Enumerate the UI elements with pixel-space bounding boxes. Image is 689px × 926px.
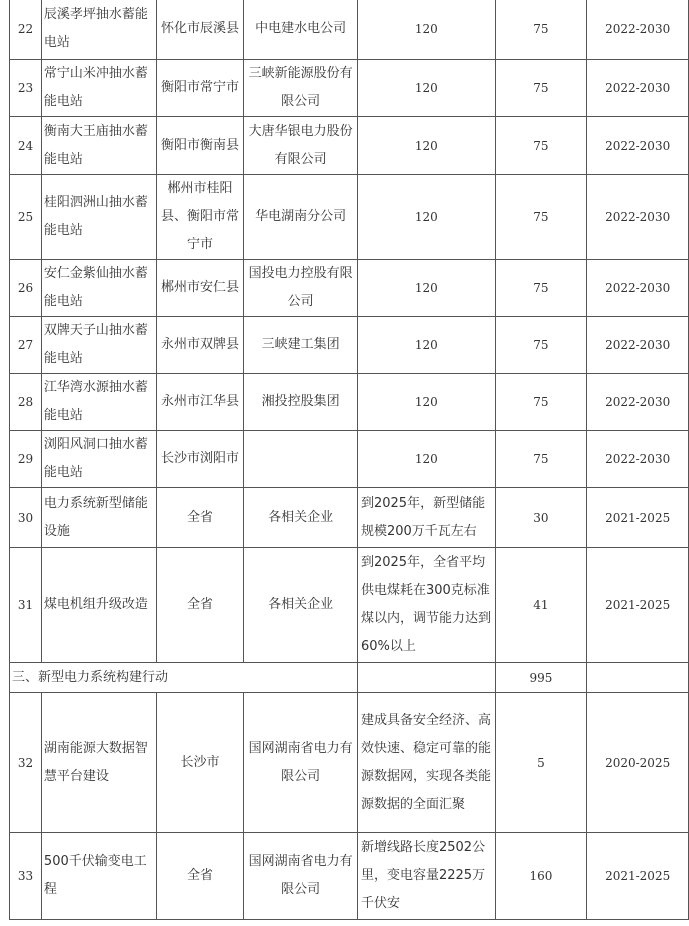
project-company: 国网湖南省电力有限公司 (244, 693, 358, 833)
table-row (10, 374, 689, 431)
project-investment: 75 (495, 374, 587, 431)
project-company: 湘投控股集团 (244, 374, 358, 431)
project-investment: 75 (495, 0, 587, 60)
row-number: 28 (10, 374, 42, 431)
row-number: 22 (10, 0, 42, 60)
table-row (10, 117, 689, 175)
project-location: 郴州市桂阳县、衡阳市常宁市 (156, 175, 244, 260)
table-row (10, 60, 689, 117)
project-company: 三峡新能源股份有限公司 (244, 60, 358, 117)
project-description: 到2025年，全省平均供电煤耗在300克标准煤以内，调节能力达到60%以上 (357, 548, 495, 663)
row-number: 30 (10, 488, 42, 548)
project-description: 120 (357, 117, 495, 175)
project-name: 500千伏输变电工程 (41, 833, 156, 920)
table-row (10, 488, 689, 548)
project-location: 全省 (156, 833, 244, 920)
project-period: 2022-2030 (587, 175, 689, 260)
project-name: 衡南大王庙抽水蓄能电站 (41, 117, 156, 175)
project-investment: 75 (495, 60, 587, 117)
project-location: 长沙市 (156, 693, 244, 833)
section-investment: 995 (495, 663, 587, 693)
project-company: 各相关企业 (244, 488, 358, 548)
project-period: 2021-2025 (587, 488, 689, 548)
project-location: 全省 (156, 548, 244, 663)
project-name: 江华湾水源抽水蓄能电站 (41, 374, 156, 431)
project-name: 浏阳风洞口抽水蓄能电站 (41, 431, 156, 488)
table-row (10, 260, 689, 317)
row-number: 32 (10, 693, 42, 833)
project-investment: 5 (495, 693, 587, 833)
project-period: 2022-2030 (587, 431, 689, 488)
project-description: 120 (357, 0, 495, 60)
project-name: 电力系统新型储能设施 (41, 488, 156, 548)
project-description: 120 (357, 175, 495, 260)
project-description: 120 (357, 431, 495, 488)
project-period: 2021-2025 (587, 833, 689, 920)
table-row (10, 431, 689, 488)
project-investment: 30 (495, 488, 587, 548)
table-row (10, 317, 689, 374)
project-location: 怀化市辰溪县 (156, 0, 244, 60)
row-number: 23 (10, 60, 42, 117)
project-location: 长沙市浏阳市 (156, 431, 244, 488)
project-description: 新增线路长度2502公里，变电容量2225万千伏安 (357, 833, 495, 920)
project-period: 2022-2030 (587, 60, 689, 117)
project-description: 到2025年，新型储能规模200万千瓦左右 (357, 488, 495, 548)
row-number: 33 (10, 833, 42, 920)
project-investment: 160 (495, 833, 587, 920)
project-period: 2022-2030 (587, 374, 689, 431)
project-investment: 75 (495, 175, 587, 260)
project-investment: 75 (495, 117, 587, 175)
table-row (10, 693, 689, 833)
project-name: 煤电机组升级改造 (41, 548, 156, 663)
row-number: 29 (10, 431, 42, 488)
project-period: 2021-2025 (587, 548, 689, 663)
project-investment: 75 (495, 431, 587, 488)
project-description: 120 (357, 374, 495, 431)
row-number: 27 (10, 317, 42, 374)
project-period: 2022-2030 (587, 0, 689, 60)
project-company: 华电湖南分公司 (244, 175, 358, 260)
project-period: 2022-2030 (587, 117, 689, 175)
project-investment: 41 (495, 548, 587, 663)
table-row (10, 833, 689, 920)
row-number: 25 (10, 175, 42, 260)
project-name: 辰溪孝坪抽水蓄能电站 (41, 0, 156, 60)
project-company: 各相关企业 (244, 548, 358, 663)
project-period: 2022-2030 (587, 317, 689, 374)
project-location: 永州市江华县 (156, 374, 244, 431)
project-location: 永州市双牌县 (156, 317, 244, 374)
project-company: 国网湖南省电力有限公司 (244, 833, 358, 920)
table-row (10, 0, 689, 60)
project-description: 建成具备安全经济、高效快速、稳定可靠的能源数据网，实现各类能源数据的全面汇聚 (357, 693, 495, 833)
section-title: 三、新型电力系统构建行动 (10, 663, 358, 693)
project-description: 120 (357, 317, 495, 374)
project-location: 衡阳市常宁市 (156, 60, 244, 117)
section-row (10, 663, 689, 693)
project-company: 中电建水电公司 (244, 0, 358, 60)
project-period: 2020-2025 (587, 693, 689, 833)
project-name: 双牌天子山抽水蓄能电站 (41, 317, 156, 374)
project-investment: 75 (495, 317, 587, 374)
project-location: 全省 (156, 488, 244, 548)
project-description: 120 (357, 60, 495, 117)
project-investment: 75 (495, 260, 587, 317)
row-number: 24 (10, 117, 42, 175)
table-row (10, 548, 689, 663)
project-company: 三峡建工集团 (244, 317, 358, 374)
project-company: 国投电力控股有限公司 (244, 260, 358, 317)
project-name: 桂阳泗洲山抽水蓄能电站 (41, 175, 156, 260)
section-period (587, 663, 689, 693)
table-row (10, 175, 689, 260)
row-number: 31 (10, 548, 42, 663)
project-company: 大唐华银电力股份有限公司 (244, 117, 358, 175)
row-number: 26 (10, 260, 42, 317)
project-location: 衡阳市衡南县 (156, 117, 244, 175)
project-location: 郴州市安仁县 (156, 260, 244, 317)
project-company (244, 431, 358, 488)
project-name: 安仁金紫仙抽水蓄能电站 (41, 260, 156, 317)
section-description (357, 663, 495, 693)
project-name: 湖南能源大数据智慧平台建设 (41, 693, 156, 833)
project-period: 2022-2030 (587, 260, 689, 317)
project-description: 120 (357, 260, 495, 317)
project-table (9, 0, 689, 920)
project-name: 常宁山米冲抽水蓄能电站 (41, 60, 156, 117)
